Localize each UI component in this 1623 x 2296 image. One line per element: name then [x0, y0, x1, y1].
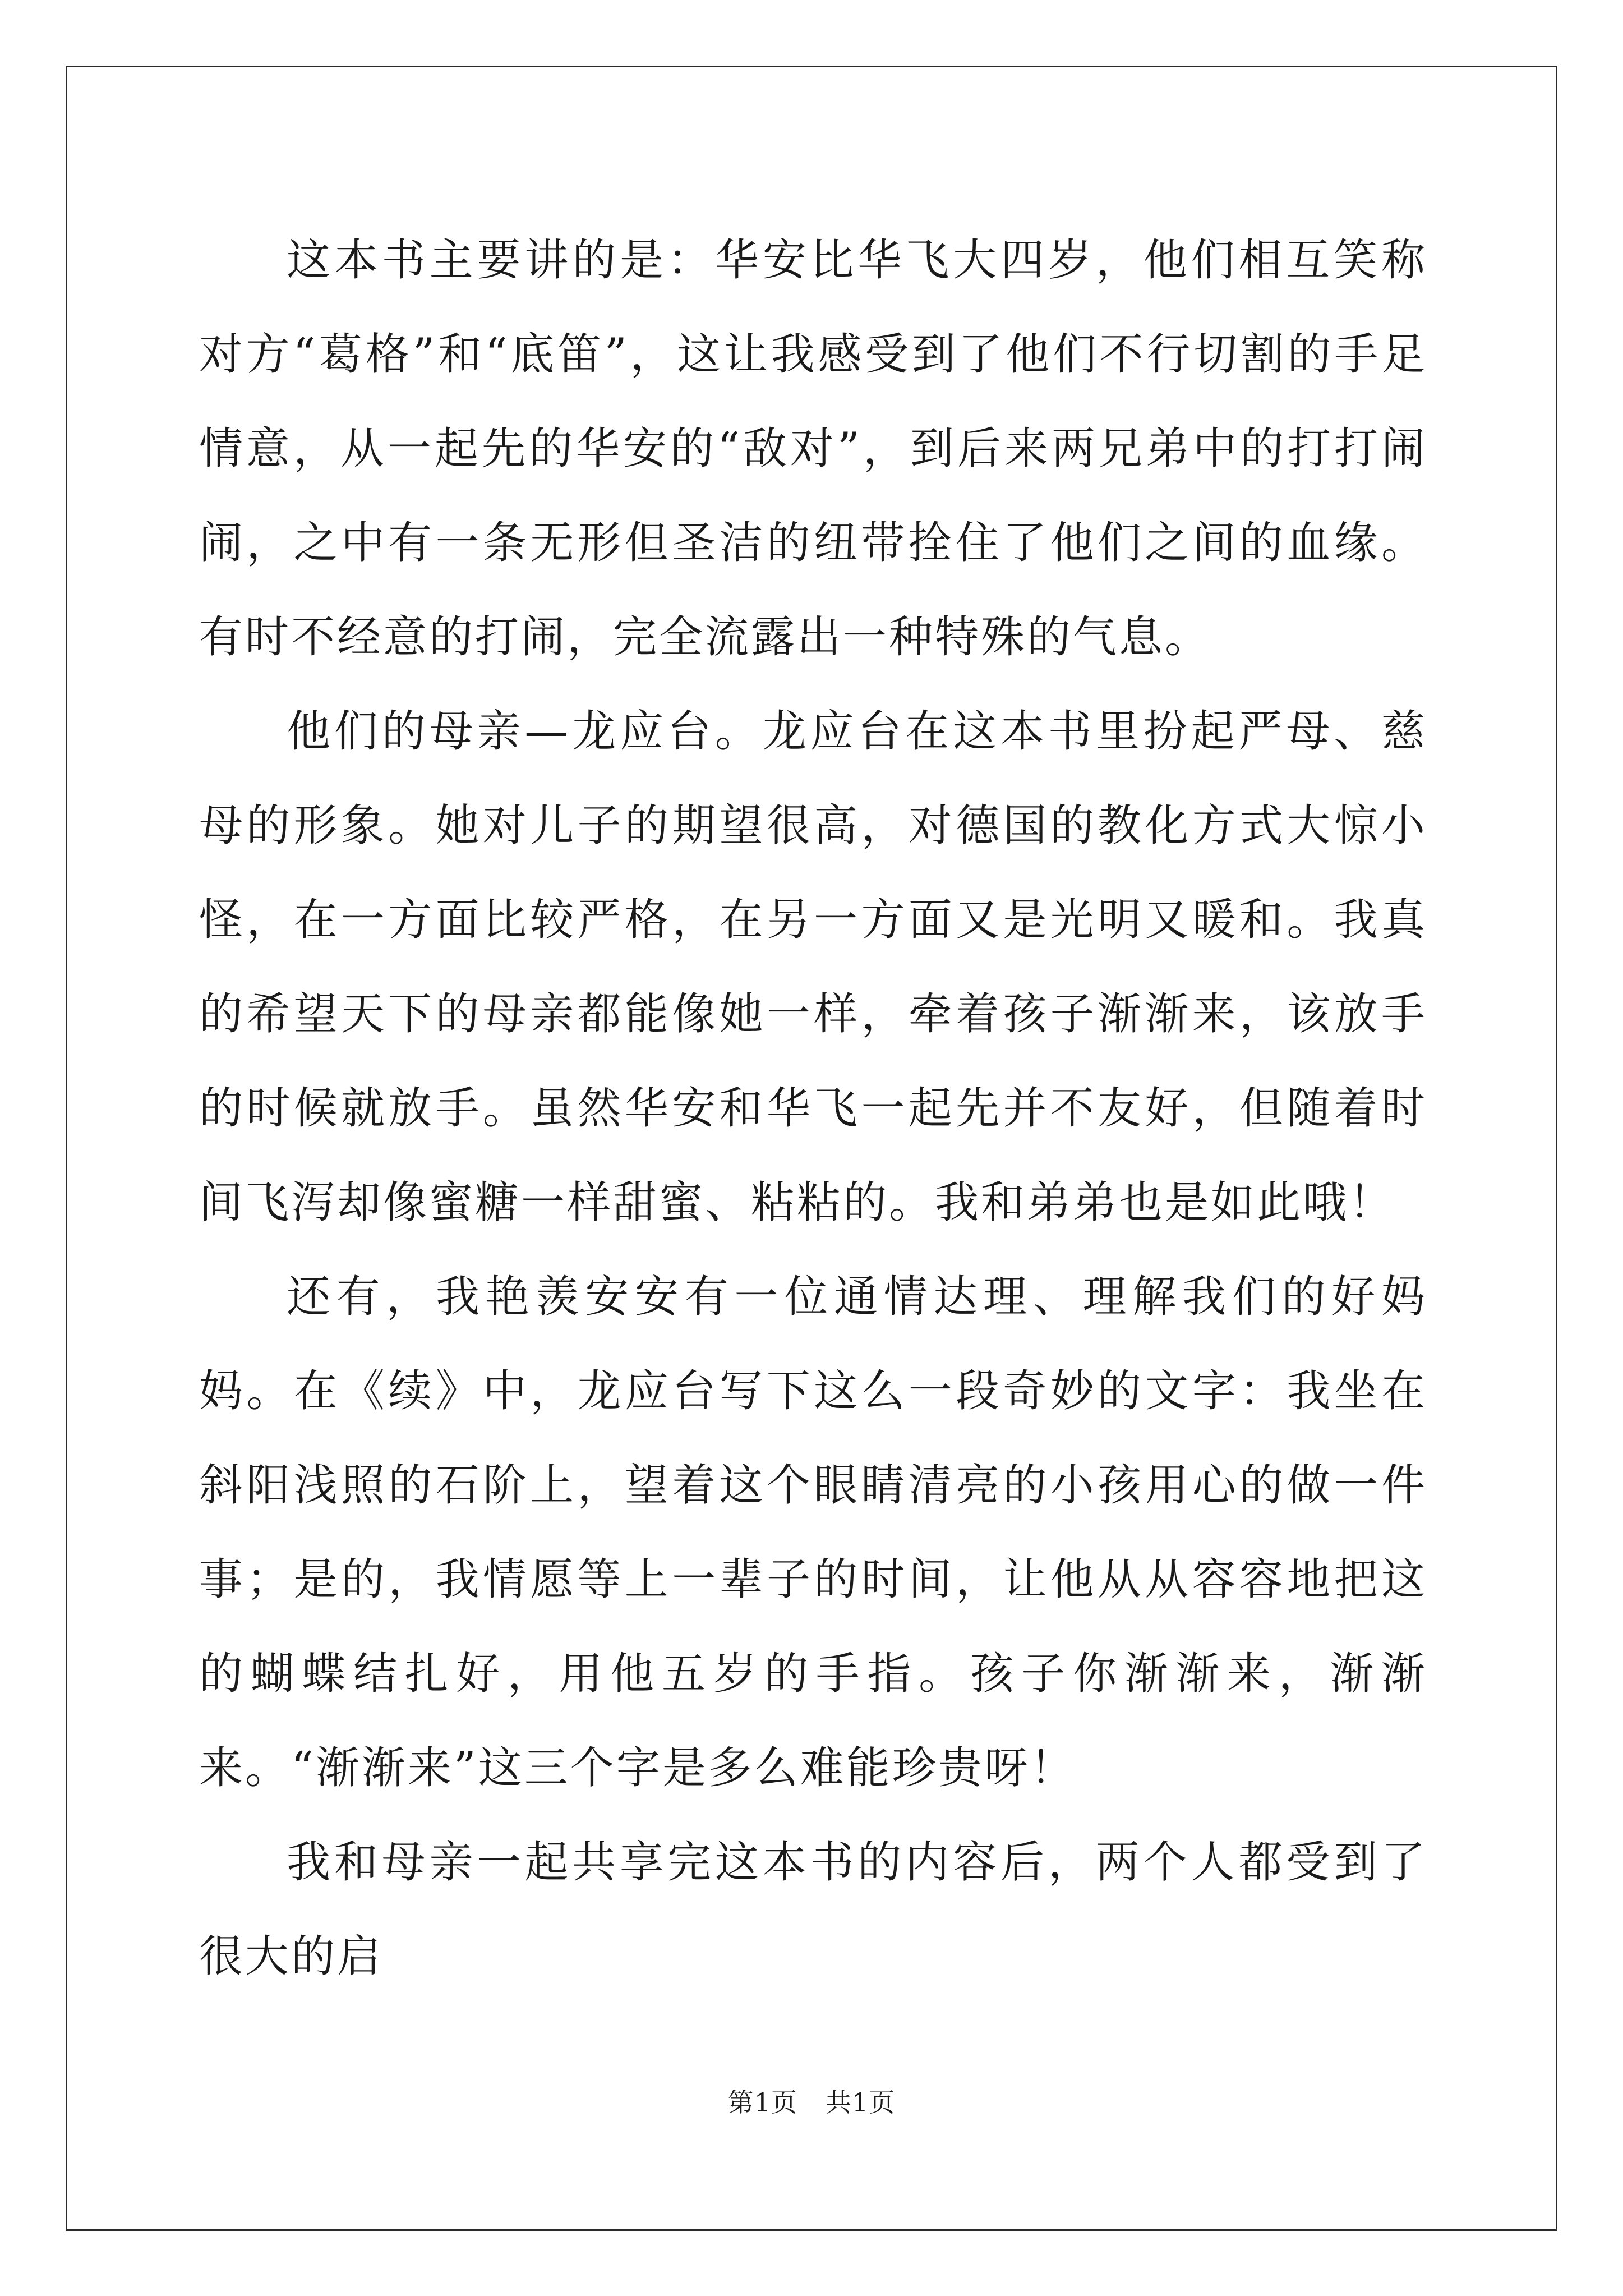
paragraph-4: 我和母亲一起共享完这本书的内容后，两个人都受到了很大的启	[199, 1837, 1427, 1982]
paragraph-3: 还有，我艳羡安安有一位通情达理、理解我们的好妈妈。在《续》中，龙应台写下这么一段奇妙的文字：我坐在斜阳浅照的石阶上，望着这个眼睛清亮的小孩用心的做一件事；是的，我情愿等上一辈子的时间，让他从从容容地把这的蝴蝶结扎好，用他五岁的手指。孩子你渐渐来，渐渐来。“渐渐来”这三个字是多么难能珍贵呀！	[199, 1272, 1427, 1793]
paragraph-2: 他们的母亲—龙应台。龙应台在这本书里扮起严母、慈母的形象。她对儿子的期望很高，对德国的教化方式大惊小怪，在一方面比较严格，在另一方面又是光明又暖和。我真的希望天下的母亲都能像她一样，牵着孩子渐渐来，该放手的时候就放手。虽然华安和华飞一起先并不友好，但随着时间飞泻却像蜜糖一样甜蜜、粘粘的。我和弟弟也是如此哦！	[199, 706, 1427, 1228]
total-pages: 共1页	[826, 2087, 896, 2118]
page-number: 第1页	[727, 2087, 797, 2118]
document-body	[199, 213, 1427, 2004]
paragraph-1: 这本书主要讲的是：华安比华飞大四岁，他们相互笑称对方“葛格”和“底笛”，这让我感受到了他们不行切割的手足情意，从一起先的华安的“敌对”，到后来两兄弟中的打打闹闹，之中有一条无形但圣洁的纽带拴住了他们之间的血缘。有时不经意的打闹，完全流露出一种特殊的气息。	[199, 235, 1427, 662]
page-footer	[0, 2086, 1623, 2119]
